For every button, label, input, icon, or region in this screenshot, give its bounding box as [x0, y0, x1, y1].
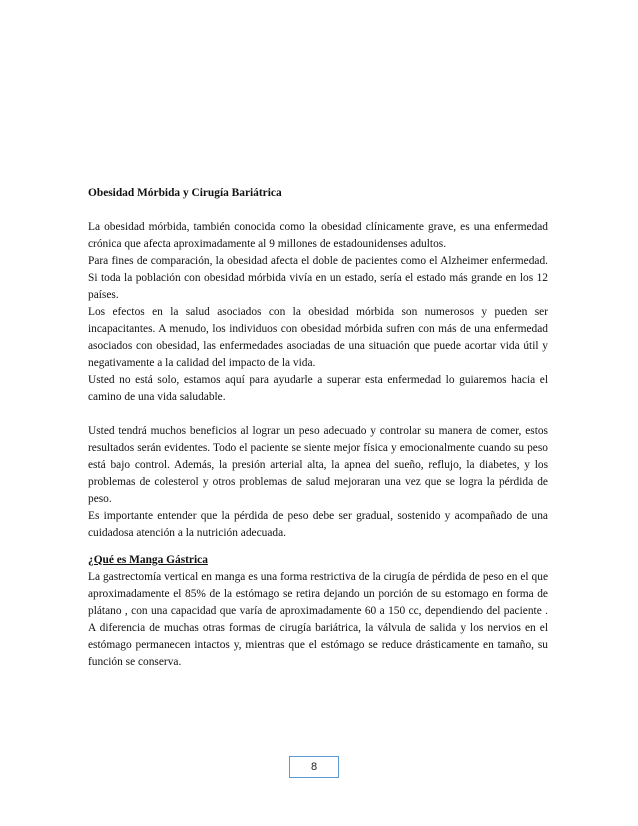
spacer: [88, 406, 548, 423]
page-number-box: 8: [289, 756, 339, 778]
paragraph: Usted no está solo, estamos aquí para ayudarle a superar esta enfermedad lo guiaremos hacia el camino de una vida saludable.: [88, 374, 548, 403]
section-title-obesidad: Obesidad Mórbida y Cirugía Bariátrica: [88, 187, 282, 199]
paragraph: La obesidad mórbida, también conocida como la obesidad clínicamente grave, es una enfermedad crónica que afecta aproximadamente al 9 millones de estadounidenses adultos.: [88, 221, 548, 250]
paragraph: Los efectos en la salud asociados con la obesidad mórbida son numerosos y pueden ser incapacitantes. A menudo, los individuos con obesidad mórbida sufren con más de una enfermedad asociados con obesidad, las enfermedades asociadas de una situación que puede acortar vida útil y negativamente a la calidad del impacto de la vida.: [88, 306, 548, 369]
spacer: [88, 542, 548, 552]
section-title-manga-gastrica: ¿Qué es Manga Gástrica: [88, 554, 208, 566]
paragraph: Usted tendrá muchos beneficios al lograr un peso adecuado y controlar su manera de comer, estos resultados serán evidentes. Todo el paciente se siente mejor física y emocionalmente cuando su peso está bajo control. Además, la presión arterial alta, la apnea del sueño, reflujo, la diabetes, y los problemas de colesterol y otros problemas de salud mejoraran una vez que se logra la pérdida de peso.: [88, 425, 548, 505]
document-body: [88, 185, 548, 671]
spacer: [88, 202, 548, 219]
paragraph: La gastrectomía vertical en manga es una forma restrictiva de la cirugía de pérdida de peso en el que aproximadamente el 85% de la estómago se retira dejando un porción de su estomago en forma de plátano , con una capacidad que varía de aproximadamente 60 a 150 cc, dependiendo del paciente . A diferencia de muchas otras formas de cirugía bariátrica, la válvula de salida y los nervios en el estómago permanecen intactos y, mientras que el estómago se reduce drásticamente en tamaño, su función se conserva.: [88, 571, 548, 668]
paragraph: Es importante entender que la pérdida de peso debe ser gradual, sostenido y acompañado de una cuidadosa atención a la nutrición adecuada.: [88, 510, 548, 539]
paragraph: Para fines de comparación, la obesidad afecta el doble de pacientes como el Alzheimer enfermedad. Si toda la población con obesidad mórbida vivía en un estado, sería el estado más grande en los 12 países.: [88, 255, 548, 301]
